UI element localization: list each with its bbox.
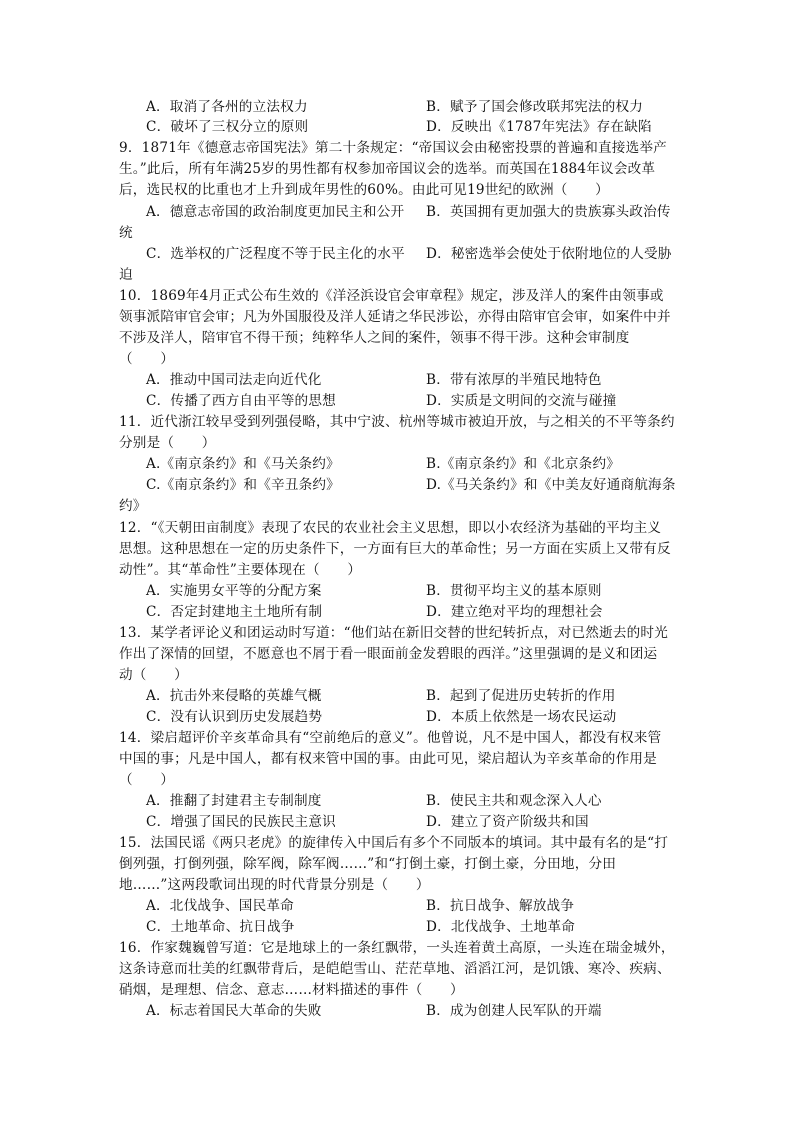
q12-option-a: A．实施男女平等的分配方案 bbox=[146, 583, 322, 599]
q15-option-a: A．北伐战争、国民革命 bbox=[146, 898, 294, 914]
q15-option-b: B．抗日战争、解放战争 bbox=[426, 898, 575, 914]
q11-option-d: D.《马关条约》和《中美友好通商航海条 bbox=[426, 477, 676, 493]
q9-option-a: A．德意志帝国的政治制度更加民主和公开 bbox=[146, 204, 405, 220]
q13-option-a: A．抗击外来侵略的英雄气概 bbox=[146, 688, 322, 704]
q14-option-a: A．推翻了封建君主专制制度 bbox=[146, 793, 322, 809]
q11-option-d-continued: 约》 bbox=[119, 498, 147, 514]
q9-option-b-continued: 统 bbox=[119, 225, 133, 241]
q11-stem-line-1: 11．近代浙江较早受到列强侵略，其中宁波、杭州等城市被迫开放，与之相关的不平等条约 bbox=[119, 414, 675, 430]
q10-option-b: B．带有浓厚的半殖民地特色 bbox=[426, 372, 602, 388]
q15-option-c: C．土地革命、抗日战争 bbox=[146, 919, 295, 935]
q14-option-b: B．使民主共和观念深入人心 bbox=[426, 793, 602, 809]
q13-option-d: D．本质上依然是一场农民运动 bbox=[426, 709, 617, 725]
q10-option-d: D．实质是文明间的交流与碰撞 bbox=[426, 393, 617, 409]
q15-stem-line-3: 地……”这两段歌词出现的时代背景分别是（ ） bbox=[119, 877, 430, 893]
q10-stem-line-2: 领事派陪审官会审；凡为外国服役及洋人延请之华民涉讼，亦得由陪审官会审，如案件中并 bbox=[119, 309, 671, 325]
q13-option-c: C．没有认识到历史发展趋势 bbox=[146, 709, 323, 725]
q16-option-b: B．成为创建人民军队的开端 bbox=[426, 1003, 602, 1019]
q9-stem-line-3: 后，选民权的比重也才上升到成年男性的60%。由此可见19世纪的欧洲（ ） bbox=[119, 182, 609, 198]
q12-stem-line-2: 思想。这种思想在一定的历史条件下，一方面有巨大的革命性；另一方面在实质上又带有反 bbox=[119, 541, 671, 557]
q9-option-b: B．英国拥有更加强大的贵族寡头政治传 bbox=[426, 204, 671, 220]
q14-option-c: C．增强了国民的民族民主意识 bbox=[146, 814, 336, 830]
q8-option-d: D．反映出《1787年宪法》存在缺陷 bbox=[426, 119, 652, 135]
q12-option-b: B．贯彻平均主义的基本原则 bbox=[426, 583, 602, 599]
q16-stem-line-3: 硝烟，是理想、信念、意志……材料描述的事件（ ） bbox=[119, 982, 464, 998]
q16-option-a: A．标志着国民大革命的失败 bbox=[146, 1003, 322, 1019]
q13-stem-line-2: 作出了深情的回望，不愿意也不屑于看一眼面前金发碧眼的西洋。”这里强调的是义和团运 bbox=[119, 646, 658, 662]
q9-stem-line-2: 生。”此后，所有年满25岁的男性都有权参加帝国议会的选举。而英国在1884年议会改革 bbox=[119, 161, 656, 177]
q9-option-d: D．秘密选举会使处于依附地位的人受胁 bbox=[426, 246, 672, 262]
q15-stem-line-2: 倒列强，打倒列强，除军阀，除军阀……”和“打倒土豪，打倒土豪，分田地，分田 bbox=[119, 856, 617, 872]
q15-stem-line-1: 15．法国民谣《两只老虎》的旋律传入中国后有多个不同版本的填词。其中最有名的是“打 bbox=[119, 835, 669, 851]
q11-option-c: C.《南京条约》和《辛丑条约》 bbox=[146, 477, 340, 493]
q16-stem-line-1: 16．作家魏巍曾写道：它是地球上的一条红飘带，一头连着黄土高原，一头连在瑞金城外， bbox=[119, 940, 675, 956]
q12-option-c: C．否定封建地主土地所有制 bbox=[146, 604, 323, 620]
q13-option-b: B．起到了促进历史转折的作用 bbox=[426, 688, 616, 704]
q9-option-c: C．选举权的广泛程度不等于民主化的水平 bbox=[146, 246, 405, 262]
q13-stem-line-3: 动（ ） bbox=[119, 667, 188, 683]
q11-option-b: B.《南京条约》和《北京条约》 bbox=[426, 456, 621, 472]
q8-option-b: B．赋予了国会修改联邦宪法的权力 bbox=[426, 99, 644, 115]
q12-option-d: D．建立绝对平均的理想社会 bbox=[426, 604, 603, 620]
q14-stem-line-3: （ ） bbox=[119, 772, 175, 788]
q16-stem-line-2: 这条诗意而壮美的红飘带背后，是皑皑雪山、茫茫草地、滔滔江河，是饥饿、寒冷、疾病、 bbox=[119, 961, 671, 977]
q15-option-d: D．北伐战争、土地革命 bbox=[426, 919, 576, 935]
q11-stem-line-2: 分别是（ ） bbox=[119, 435, 216, 451]
q10-stem-line-4: （ ） bbox=[119, 351, 175, 367]
q12-stem-line-3: 动性”。其“革命性”主要体现在（ ） bbox=[119, 562, 362, 578]
q10-option-a: A．推动中国司法走向近代化 bbox=[146, 372, 322, 388]
q13-stem-line-1: 13．某学者评论义和团运动时写道：“他们站在新旧交替的世纪转折点，对已然逝去的时光 bbox=[119, 625, 669, 641]
q10-option-c: C．传播了西方自由平等的思想 bbox=[146, 393, 336, 409]
q9-stem-line-1: 9．1871年《德意志帝国宪法》第二十条规定：“帝国议会由秘密投票的普遍和直接选举产 bbox=[119, 140, 667, 156]
q8-option-c: C．破坏了三权分立的原则 bbox=[146, 119, 309, 135]
q8-option-a: A．取消了各州的立法权力 bbox=[146, 99, 308, 115]
q11-option-a: A.《南京条约》和《马关条约》 bbox=[146, 456, 340, 472]
q10-stem-line-3: 不涉及洋人，陪审官不得干预；纯粹华人之间的案件，领事不得干涉。这种会审制度 bbox=[119, 330, 630, 346]
q9-option-d-continued: 迫 bbox=[119, 267, 133, 283]
q14-stem-line-1: 14．梁启超评价辛亥革命具有“空前绝后的意义”。他曾说，凡不是中国人，都没有权来管 bbox=[119, 730, 662, 746]
q14-option-d: D．建立了资产阶级共和国 bbox=[426, 814, 589, 830]
q12-stem-line-1: 12．“《天朝田亩制度》表现了农民的农业社会主义思想，即以小农经济为基础的平均主义 bbox=[119, 520, 662, 536]
q10-stem-line-1: 10．1869年4月正式公布生效的《洋泾浜设官会审章程》规定，涉及洋人的案件由领事或 bbox=[119, 288, 664, 304]
q14-stem-line-2: 中国的事；凡是中国人，都有权来管中国的事。由此可见，梁启超认为辛亥革命的作用是 bbox=[119, 751, 657, 767]
